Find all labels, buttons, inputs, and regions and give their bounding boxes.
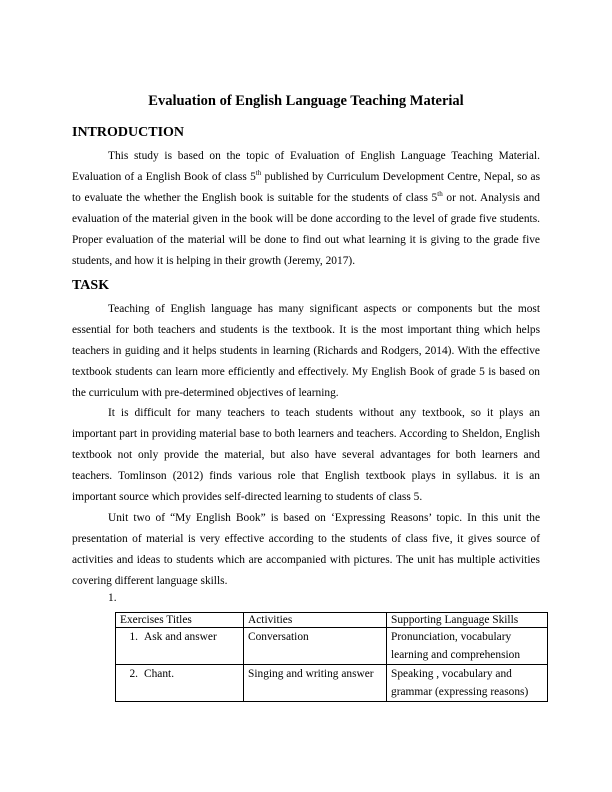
intro-text-part-3: or not. Analysis and evaluation of the material given in the book will be done according to the level of grade five students. Proper evaluation of the material will be done to find out what learning it is giving to the grade five students, and how it is helping in their growth (Jeremy, 2017).: [72, 191, 540, 267]
table-row: [116, 628, 548, 665]
task-paragraph-3: Unit two of “My English Book” is based on ‘Expressing Reasons’ topic. In this unit the presentation of material is very effective according to the students of class five, it gives source of activities and ideas to students which are accompanied with pictures. The unit has multiple activities covering different language skills.: [72, 512, 540, 587]
introduction-paragraph: [72, 146, 540, 271]
header-exercises-titles: Exercises Titles: [116, 613, 244, 628]
exercises-table: [115, 612, 548, 702]
header-activities: Activities: [244, 613, 387, 628]
row-number: 2.: [129, 668, 138, 680]
intro-text-part-1: This study is based on the topic of Evaluation of English Language Teaching Material. Evaluation of a English Book of class 5: [72, 150, 540, 183]
intro-superscript-2: th: [437, 190, 443, 199]
header-supporting-skills: Supporting Language Skills: [387, 613, 548, 628]
exercise-title: Chant.: [144, 668, 175, 680]
task-paragraph-1: Teaching of English language has many significant aspects or components but the most essential for both teachers and students is the textbook. It is the most important thing which helps teachers in guiding and it helps students in learning (Richards and Rodgers, 2014). With the effective textbook students can learn more efficiently and effectively. My English Book of grade 5 is based on the curriculum with pre-determined objectives of learning.: [72, 303, 540, 399]
intro-superscript-1: th: [255, 169, 262, 178]
exercise-title: Ask and answer: [144, 631, 217, 643]
list-number: 1.: [108, 592, 117, 604]
task-heading: TASK: [72, 278, 110, 293]
intro-text-part-2: published by Curriculum Development Centre, Nepal, so as to evaluate the whether the English book is suitable for the students of class 5: [72, 170, 541, 204]
row-number: 1.: [129, 631, 138, 643]
exercise-title-cell: [116, 628, 244, 665]
document-title: Evaluation of English Language Teaching Material: [148, 93, 464, 109]
activity-cell: Singing and writing answer: [244, 665, 387, 702]
table-header-row: [116, 613, 548, 628]
exercise-title-cell: [116, 665, 244, 702]
skills-cell: Pronunciation, vocabulary learning and comprehension: [387, 628, 548, 665]
task-paragraph-2: It is difficult for many teachers to teach students without any textbook, so it plays an important part in providing material base to both learners and teachers. According to Sheldon, English textbook not only provide the material, but also have several advantages for both learners and teachers. Tomlinson (2012) finds various role that English textbook plays in syllabus. it is an important source which provides self-directed learning to students of class 5.: [72, 407, 540, 503]
skills-cell: Speaking , vocabulary and grammar (expressing reasons): [387, 665, 548, 702]
introduction-heading: INTRODUCTION: [72, 125, 185, 140]
activity-cell: Conversation: [244, 628, 387, 665]
table-row: [116, 665, 548, 702]
